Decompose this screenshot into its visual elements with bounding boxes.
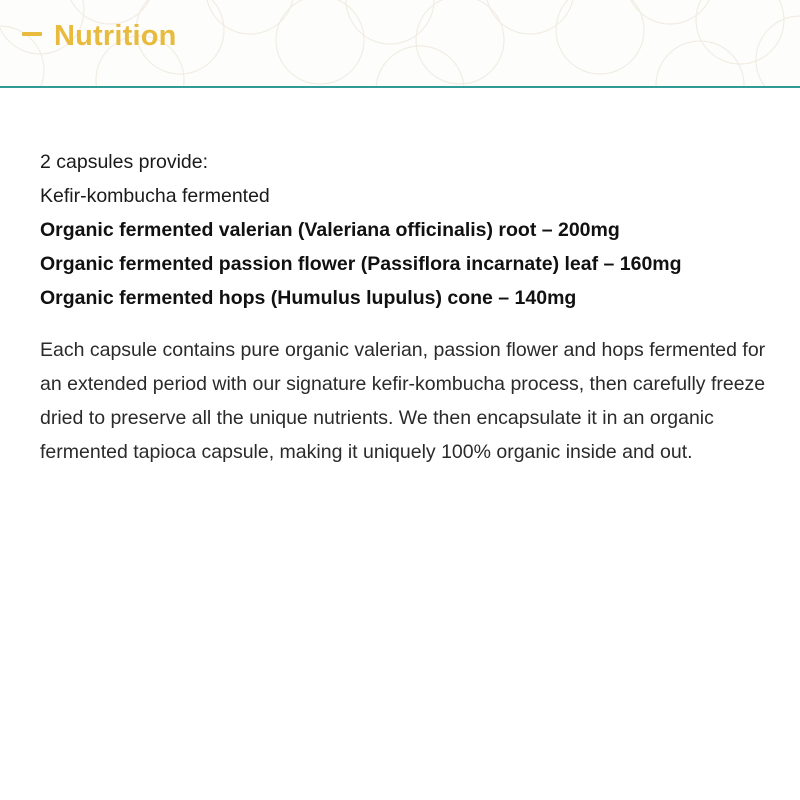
accordion-header[interactable] <box>0 0 800 88</box>
ingredient-valerian: Organic fermented valerian (Valeriana officinalis) root – 200mg <box>40 219 620 241</box>
minus-collapse-icon[interactable] <box>22 32 42 36</box>
intro-text: 2 capsules provide: <box>40 151 209 173</box>
fermentation-subtitle: Kefir-kombucha fermented <box>40 185 270 207</box>
nutrition-content <box>40 145 780 469</box>
ingredient-hops: Organic fermented hops (Humulus lupulus) cone – 140mg <box>40 287 577 309</box>
section-title: Nutrition <box>54 20 177 52</box>
ingredient-passion-flower: Organic fermented passion flower (Passiflora incarnate) leaf – 160mg <box>40 253 682 275</box>
product-description: Each capsule contains pure organic valerian, passion flower and hops fermented for an extended period with our signature kefir-kombucha process, then carefully freeze dried to preserve all the unique nutrients. We then encapsulate it in an organic fermented tapioca capsule, making it uniquely 100% organic inside and out. <box>40 339 766 463</box>
